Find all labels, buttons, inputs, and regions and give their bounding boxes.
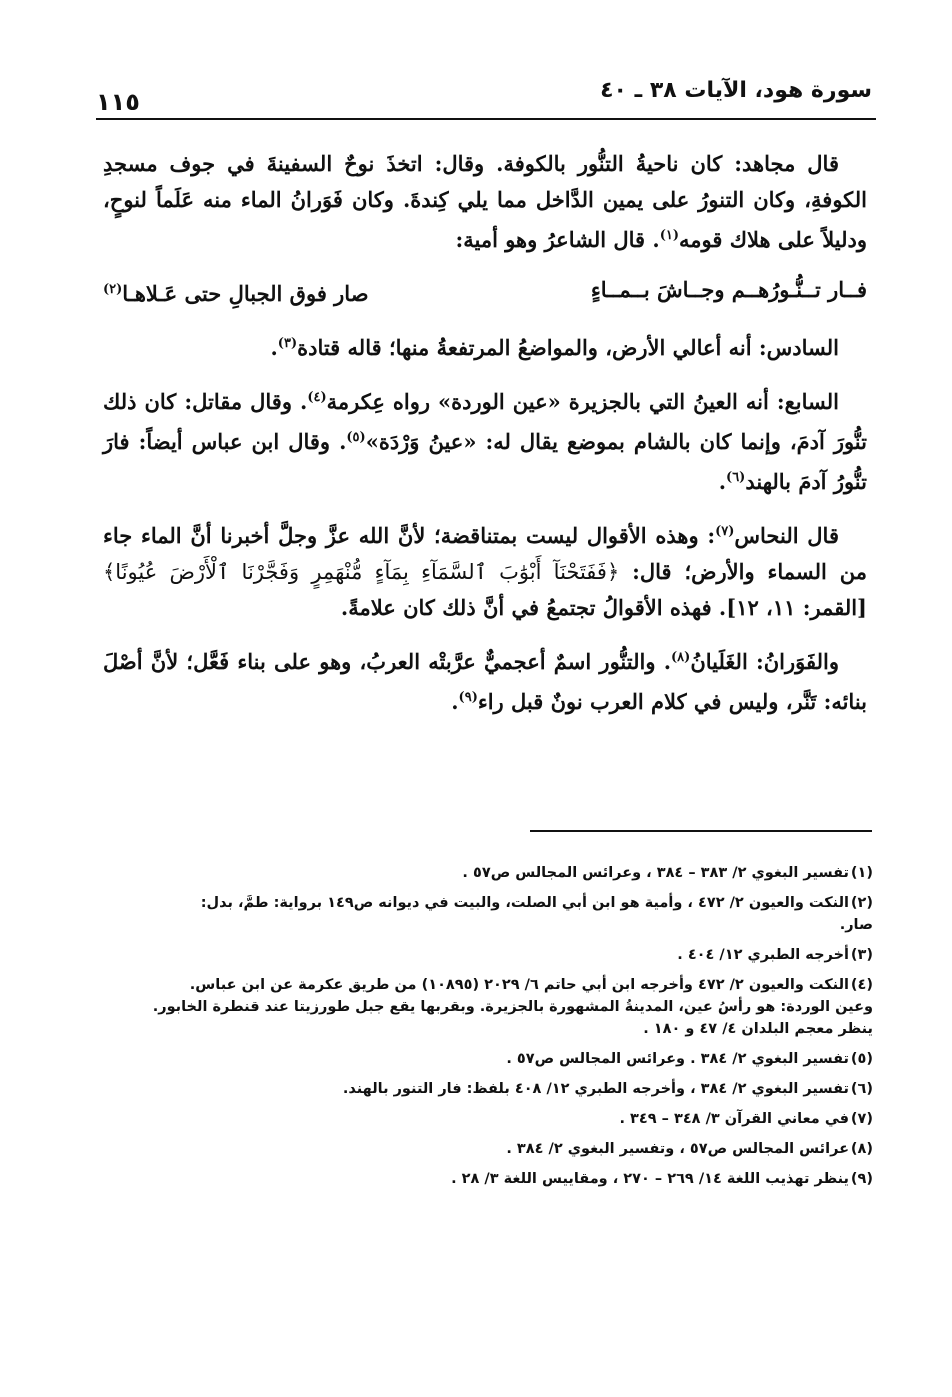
footnote-item: [103, 1078, 873, 1100]
footnote-number: (٣): [850, 947, 873, 963]
footnote-item: [103, 1168, 873, 1190]
footnote-number: (٢): [850, 895, 873, 911]
poem-hemistich-right: فــار تــنُّـورُهــم وجــاشَ بــمــاءٍ: [590, 277, 867, 302]
paragraph-nahhas: [103, 514, 867, 626]
footnote-item: [103, 1048, 873, 1070]
footnote-text: صار.: [839, 917, 873, 933]
paragraph-text: السابع: أنه العينُ التي بالجزيرة «عين الوردة» رواه عِكرمة: [326, 389, 839, 414]
footnote-number: (٤): [850, 977, 873, 993]
poem-text: صار فوق الجبالِ حتى عَـلاهـا: [122, 281, 369, 306]
footnote-text: وعين الوردة: هو رأسُ عين، المدينةُ المشهورة بالجزيرة. وبقربها يقع جبل طورزيتا عند قنطرة الخابور.: [152, 999, 873, 1015]
footnote-line: النكت والعيون ٢/ ٤٧٢ ، وأمية هو ابن أبي الصلت، والبيت في ديوانه ص١٤٩ برواية: طمَّ، بدل:: [200, 895, 849, 911]
footnote-ref: (٨): [671, 650, 691, 665]
page-number: ١١٥: [96, 88, 140, 116]
footnote-number: (٥): [850, 1051, 873, 1067]
footnote-line: ينظر تهذيب اللغة ١٤/ ٢٦٩ – ٢٧٠ ، ومقاييس اللغة ٣/ ٢٨ .: [451, 1171, 849, 1187]
footnote-text: [103, 892, 873, 914]
running-title: سورة هود، الآيات ٣٨ ـ ٤٠: [600, 78, 872, 103]
paragraph-text: : وهذه الأقوال ليست بمتناقضة؛ لأنَّ الله عزَّ وجلَّ أخبرنا أنَّ الماء جاء من السماء والأرض؛ قال:: [103, 523, 867, 584]
footnote-item: [103, 944, 873, 966]
footnote-divider: [530, 830, 872, 832]
paragraph-text: . والتنُّور اسمٌ أعجميٌّ عرَّبتْه العربُ، وهو على بناء فَعَّل؛ لأنَّ أصْلَ بنائه: تَنَّر، وليس في كلام العرب نونٌ قبل راء: [103, 649, 867, 714]
footnote-ref: (٣): [277, 336, 298, 351]
paragraph-text: السادس: أنه أعالي الأرض، والمواضعُ المرتفعةُ منها؛ قاله قتادة: [297, 335, 839, 360]
footnote-text: [103, 862, 873, 884]
footnote-number: (١): [850, 865, 873, 881]
footnote-item: [103, 862, 873, 884]
paragraph-text: والفَوَرانُ: الغَلَيانُ: [690, 649, 839, 674]
footnote-ref: (٧): [715, 524, 735, 539]
page-header: [96, 72, 876, 120]
main-text: [103, 146, 867, 734]
footnote-item: [103, 892, 873, 936]
footnote-text: [103, 1138, 873, 1160]
paragraph-text: [القمر: ١١، ١٢]. فهذه الأقوالُ تجتمعُ في أنَّ ذلك كان علامةً.: [340, 595, 867, 620]
header-divider: [96, 118, 876, 120]
footnote-text: [103, 1108, 873, 1130]
footnote-item: [103, 1108, 873, 1130]
footnote-number: (٦): [850, 1081, 873, 1097]
paragraph-text: . قال الشاعرُ وهو أمية:: [455, 227, 660, 252]
footnote-ref: (٤): [307, 390, 327, 405]
footnote-ref: (٩): [458, 690, 478, 705]
footnote-line: عرائس المجالس ص٥٧ ، وتفسير البغوي ٢/ ٣٨٤ .: [506, 1141, 849, 1157]
footnote-text: [103, 944, 873, 966]
footnote-ref: (٢): [103, 282, 123, 297]
footnote-line: تفسير البغوي ٢/ ٣٨٤ . وعرائس المجالس ص٥٧ .: [506, 1051, 849, 1067]
paragraph-text: . وقال ابن عباس أيضاً: فارَ تنُّورُ آدمَ بالهند: [103, 429, 867, 494]
poem-verse: [103, 272, 867, 312]
footnote-text: ينظر معجم البلدان ٤/ ٤٧ و ١٨٠ .: [643, 1021, 873, 1037]
footnotes: [103, 862, 873, 1198]
footnote-ref: (١): [659, 228, 679, 243]
footnote-number: (٧): [850, 1111, 873, 1127]
footnote-text: [103, 1078, 873, 1100]
footnote-ref: (٦): [726, 470, 746, 485]
paragraph-mujahid: [103, 146, 867, 258]
footnote-item: [103, 1138, 873, 1160]
footnote-ref: (٥): [346, 430, 366, 445]
paragraph-fawaran: والفَوَرانُ: الغَلَيانُ$^{(٨)}$. والتنُّور اسمٌ أعجميٌّ عرَّبتْه العربُ، وهو على بناء فَعَّل؛ لأنَّ أصْلَ بنائه: تَنَّر، وليس في كلام العرب نونٌ قبل راء$^{(٩)}$.: [103, 649, 867, 714]
footnote-number: (٨): [850, 1141, 873, 1157]
footnote-item: [103, 974, 873, 1040]
footnote-text: [103, 1168, 873, 1190]
paragraph-seventh: السابع: أنه العينُ التي بالجزيرة «عين الوردة» رواه عِكرمة$^{(٤)}$. وقال مقاتل: كان ذلك تنُّورَ آدمَ، وإنما كان بالشام بموضع يقال له: «عينُ وَرْدَة»$^{(٥)}$. وقال ابن عباس أيضاً: فارَ تنُّورُ آدمَ بالهند$^{(٦)}$.: [103, 389, 867, 494]
footnote-line: النكت والعيون ٢/ ٤٧٢ وأخرجه ابن أبي حاتم ٦/ ٢٠٢٩ (١٠٨٩٥) من طريق عكرمة عن ابن عباس.: [189, 977, 849, 993]
footnote-line: تفسير البغوي ٢/ ٣٨٣ – ٣٨٤ ، وعرائس المجالس ص٥٧ .: [462, 865, 849, 881]
poem-hemistich-left: [103, 272, 369, 312]
paragraph-text: قال النحاس: [734, 523, 839, 548]
quran-verse: ﴿فَفَتَحْنَآ أَبْوَٰبَ ٱلسَّمَآءِ بِمَآءٍ مُّنْهَمِرٍ وَفَجَّرْنَا ٱلْأَرْضَ عُيُونًا﴾: [103, 560, 620, 584]
paragraph-sixth: السادس: أنه أعالي الأرض، والمواضعُ المرتفعةُ منها؛ قاله قتادة$^{(٣)}$.: [270, 335, 839, 360]
footnote-line: تفسير البغوي ٢/ ٣٨٤ ، وأخرجه الطبري ١٢/ ٤٠٨ بلفظ: فار التنور بالهند.: [342, 1081, 849, 1097]
footnote-number: (٩): [850, 1171, 873, 1187]
paragraph-text: قال مجاهد: كان ناحيةُ التنُّور بالكوفة. وقال: اتخذَ نوحٌ السفينةَ في جوف مسجدِ الكوفةِ، وكان التنورُ على يمين الدَّاخل مما يلي كِندةَ. وكان فَوَرانُ الماء منه عَلَماً لنوحٍ، ودليلاً على هلاك قومه: [103, 151, 867, 252]
paragraph-text: . وقال مقاتل: كان ذلك تنُّورَ آدمَ، وإنما كان بالشام بموضع يقال له: «عينُ وَرْدَة»: [103, 389, 867, 454]
footnote-line: في معاني القرآن ٣/ ٣٤٨ – ٣٤٩ .: [619, 1111, 849, 1127]
footnote-line: أخرجه الطبري ١٢/ ٤٠٤ .: [677, 947, 849, 963]
footnote-text: [103, 974, 873, 996]
footnote-text: [103, 1048, 873, 1070]
